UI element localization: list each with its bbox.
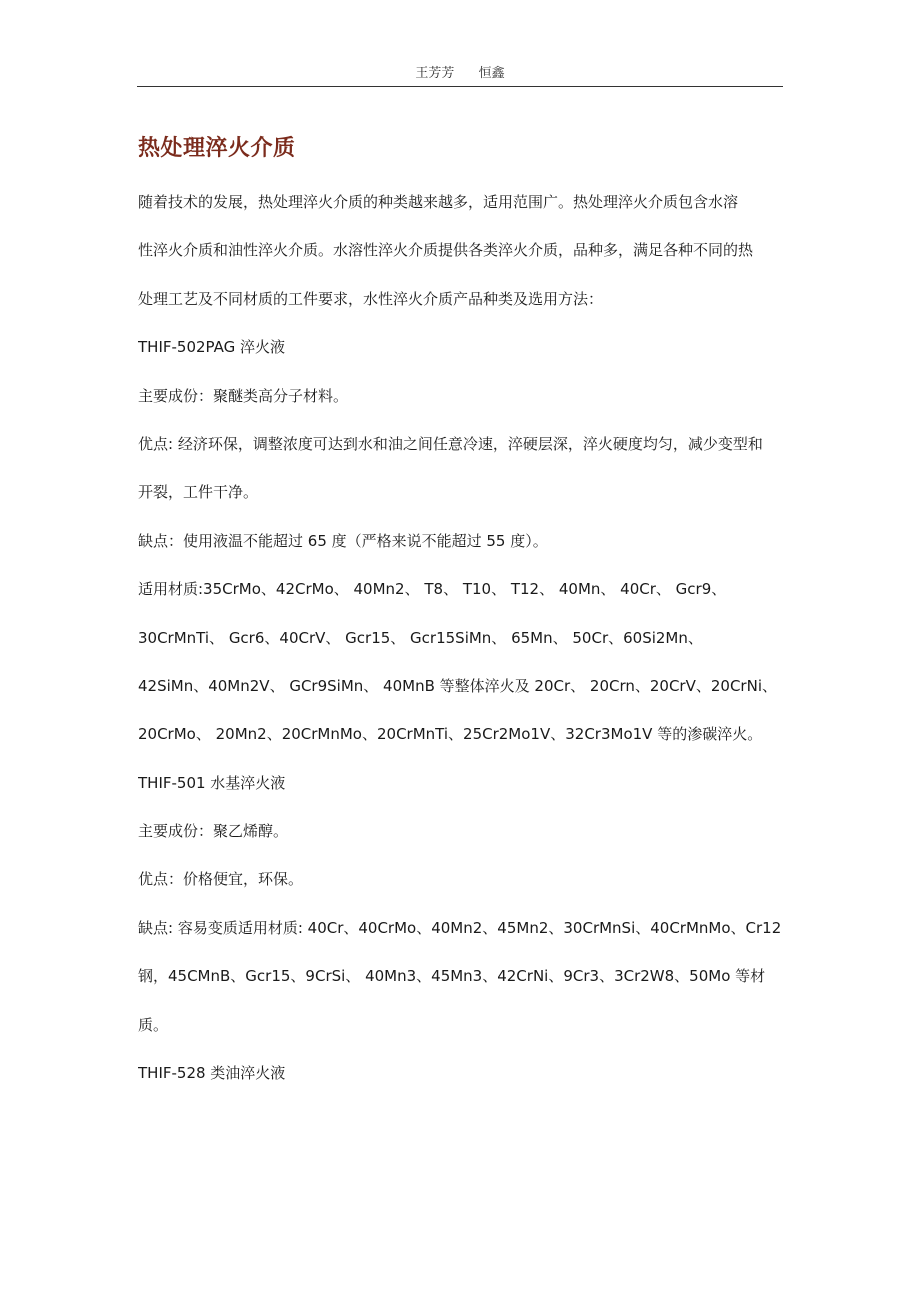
product-501-disadvantages-1: 缺点: 容易变质适用材质: 40Cr、40CrMo、40Mn2、45Mn2、30CrMnSi、40CrMnMo、Cr12	[138, 918, 782, 937]
product-501-disadvantages-3: 质。	[138, 1015, 169, 1034]
document-body	[138, 178, 786, 1097]
product-heading-502: THIF-502PAG 淬火液	[138, 338, 286, 357]
product-502-advantages-1: 优点: 经济环保，调整浓度可达到水和油之间任意冷速，淬硬层深，淬火硬度均匀，减少变型和	[138, 434, 763, 453]
intro-line-1: 随着技术的发展，热处理淬火介质的种类越来越多，适用范围广。热处理淬火介质包含水溶	[138, 193, 739, 211]
product-501-advantages: 优点：价格便宜，环保。	[138, 870, 304, 889]
product-heading-501: THIF-501 水基淬火液	[138, 773, 286, 792]
product-502-materials-4: 20CrMo、 20Mn2、20CrMnMo、20CrMnTi、25Cr2Mo1V、32Cr3Mo1V 等的渗碳淬火。	[138, 725, 763, 744]
product-502-composition: 主要成份：聚醚类高分子材料。	[138, 386, 349, 405]
intro-line-3: 处理工艺及不同材质的工件要求，水性淬火介质产品种类及选用方法：	[138, 289, 604, 308]
product-502-advantages-2: 开裂，工件干净。	[138, 483, 259, 502]
header-author: 王芳芳	[415, 66, 455, 81]
header-company: 恒鑫	[478, 66, 505, 81]
intro-line-2: 性淬火介质和油性淬火介质。水溶性淬火介质提供各类淬火介质，品种多，满足各种不同的热	[138, 241, 754, 260]
product-501-composition: 主要成份：聚乙烯醇。	[138, 822, 289, 841]
product-501-disadvantages-2: 钢，45CMnB、Gcr15、9CrSi、 40Mn3、45Mn3、42CrNi、9Cr3、3Cr2W8、50Mo 等材	[138, 967, 766, 986]
product-502-disadvantages: 缺点：使用液温不能超过 65 度（严格来说不能超过 55 度）。	[138, 531, 548, 550]
page-header	[137, 64, 783, 87]
product-502-materials-1: 适用材质:35CrMo、42CrMo、 40Mn2、 T8、 T10、 T12、 40Mn、 40Cr、 Gcr9、	[138, 580, 727, 599]
product-heading-528: THIF-528 类油淬火液	[138, 1064, 286, 1083]
product-502-materials-2: 30CrMnTi、 Gcr6、40CrV、 Gcr15、 Gcr15SiMn、 65Mn、 50Cr、60Si2Mn、	[138, 628, 703, 647]
product-502-materials-3: 42SiMn、40Mn2V、 GCr9SiMn、 40MnB 等整体淬火及 20Cr、 20Crn、20CrV、20CrNi、	[138, 676, 777, 695]
document-title: 热处理淬火介质	[138, 136, 296, 161]
